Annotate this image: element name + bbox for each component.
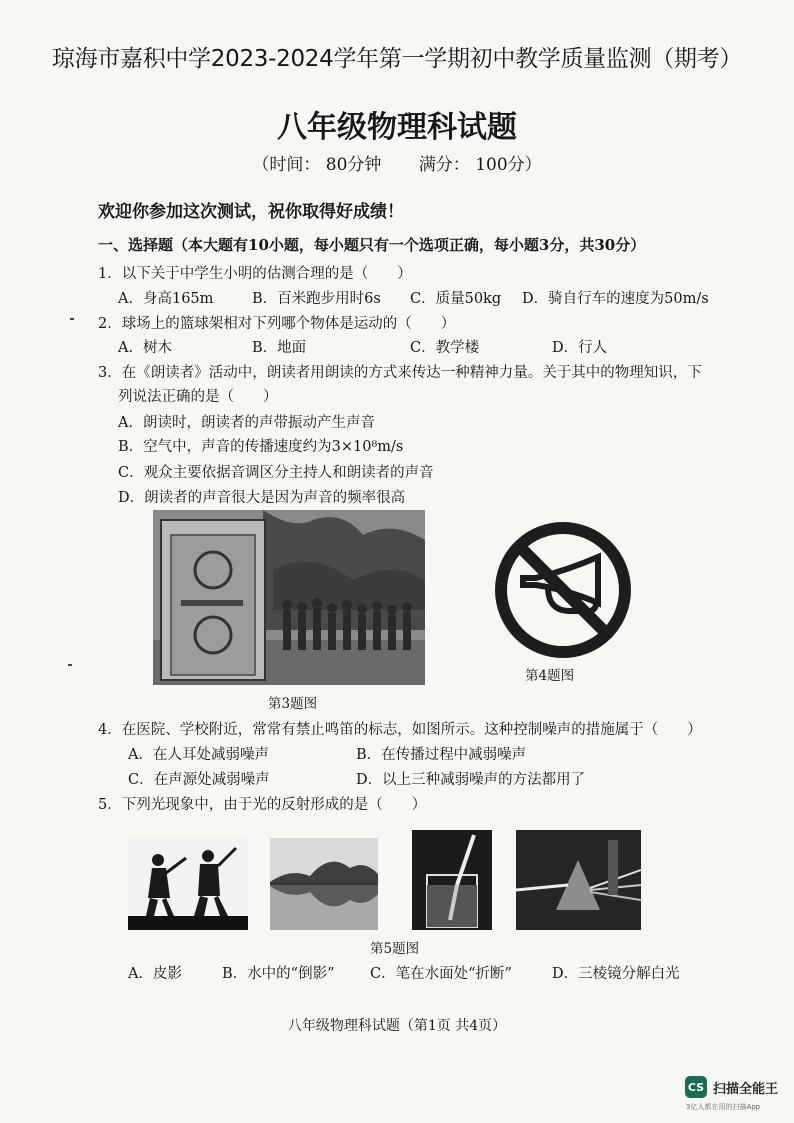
scanner-name: 扫描全能王 bbox=[713, 1081, 779, 1097]
no-horn-sign-icon bbox=[488, 515, 638, 665]
question-1-option-c: C．质量50kg bbox=[410, 291, 502, 307]
question-2-option-d: D．行人 bbox=[552, 340, 608, 356]
water-reflection-image bbox=[270, 838, 378, 930]
shadow-puppet-image bbox=[128, 838, 248, 930]
question-3-option-a: A．朗读时，朗读者的声带振动产生声音 bbox=[118, 415, 375, 431]
question-4-stem: 4．在医院、学校附近，常常有禁止鸣笛的标志，如图所示。这种控制噪声的措施属于（ ） bbox=[98, 722, 702, 738]
question-2-option-b: B．地面 bbox=[252, 340, 307, 356]
prism-dispersion-image bbox=[516, 830, 641, 930]
question-5-option-c: C．笔在水面处“折断” bbox=[370, 966, 512, 982]
figure-4-caption: 第4题图 bbox=[525, 668, 575, 684]
scanner-tagline: 3亿人都在用的扫描App bbox=[686, 1103, 761, 1111]
question-4-option-d: D．以上三种减弱噪声的方法都用了 bbox=[356, 772, 586, 788]
question-1-option-a: A．身高165m bbox=[118, 291, 214, 307]
question-1-stem: 1．以下关于中学生小明的估测合理的是（ ） bbox=[98, 266, 412, 282]
question-1-option-d: D．骑自行车的速度为50m/s bbox=[522, 291, 709, 307]
exam-time: （时间： 80分钟 bbox=[252, 155, 382, 175]
question-2-option-a: A．树木 bbox=[118, 340, 172, 356]
welcome-text: 欢迎你参加这次测试，祝你取得好成绩！ bbox=[98, 202, 404, 222]
question-3-option-d: D．朗读者的声音很大是因为声音的频率很高 bbox=[118, 490, 406, 506]
bent-pen-image bbox=[412, 830, 492, 930]
figure-5-caption: 第5题图 bbox=[370, 941, 420, 957]
page-footer: 八年级物理科试题（第1页 共4页） bbox=[287, 1018, 507, 1034]
question-5-stem: 5．下列光现象中，由于光的反射形成的是（ ） bbox=[98, 797, 427, 813]
question-5-option-a: A．皮影 bbox=[128, 966, 182, 982]
figure-3-caption: 第3题图 bbox=[268, 696, 318, 712]
paper-title: 八年级物理科试题 bbox=[277, 110, 517, 145]
question-2-option-c: C．教学楼 bbox=[410, 340, 480, 356]
question-2-stem: 2．球场上的篮球架相对下列哪个物体是运动的（ ） bbox=[98, 316, 456, 332]
question-3-stem: 3．在《朗读者》活动中，朗读者用朗读的方式来传达一种精神力量。关于其中的物理知识，下 bbox=[98, 365, 702, 381]
section-heading: 一、选择题（本大题有10小题，每小题只有一个选项正确，每小题3分，共30分） bbox=[98, 236, 646, 254]
exam-full-score: 满分： 100分） bbox=[418, 155, 542, 175]
school-exam-header: 琼海市嘉积中学2023-2024学年第一学期初中教学质量监测（期考） bbox=[51, 46, 743, 72]
question-3-option-c: C．观众主要依据音调区分主持人和朗读者的声音 bbox=[118, 465, 434, 481]
scanner-logo-icon: CS bbox=[685, 1076, 707, 1098]
question-5-option-d: D．三棱镜分解白光 bbox=[552, 966, 680, 982]
question-1-option-b: B．百米跑步用时6s bbox=[252, 291, 381, 307]
scan-artifact bbox=[70, 318, 74, 320]
question-4-option-b: B．在传播过程中减弱噪声 bbox=[356, 747, 527, 763]
question-3-option-b: B．空气中，声音的传播速度约为3×10⁸m/s bbox=[118, 439, 404, 455]
question-5-option-b: B．水中的“倒影” bbox=[222, 966, 335, 982]
question-4-option-c: C．在声源处减弱噪声 bbox=[128, 772, 270, 788]
scan-artifact bbox=[68, 664, 72, 666]
exam-time-score bbox=[0, 150, 794, 175]
question-3-stem-cont: 列说法正确的是（ ） bbox=[118, 389, 278, 405]
question-4-option-a: A．在人耳处减弱噪声 bbox=[128, 747, 269, 763]
figure-3-photo bbox=[153, 510, 425, 685]
scanner-watermark bbox=[685, 1076, 778, 1098]
